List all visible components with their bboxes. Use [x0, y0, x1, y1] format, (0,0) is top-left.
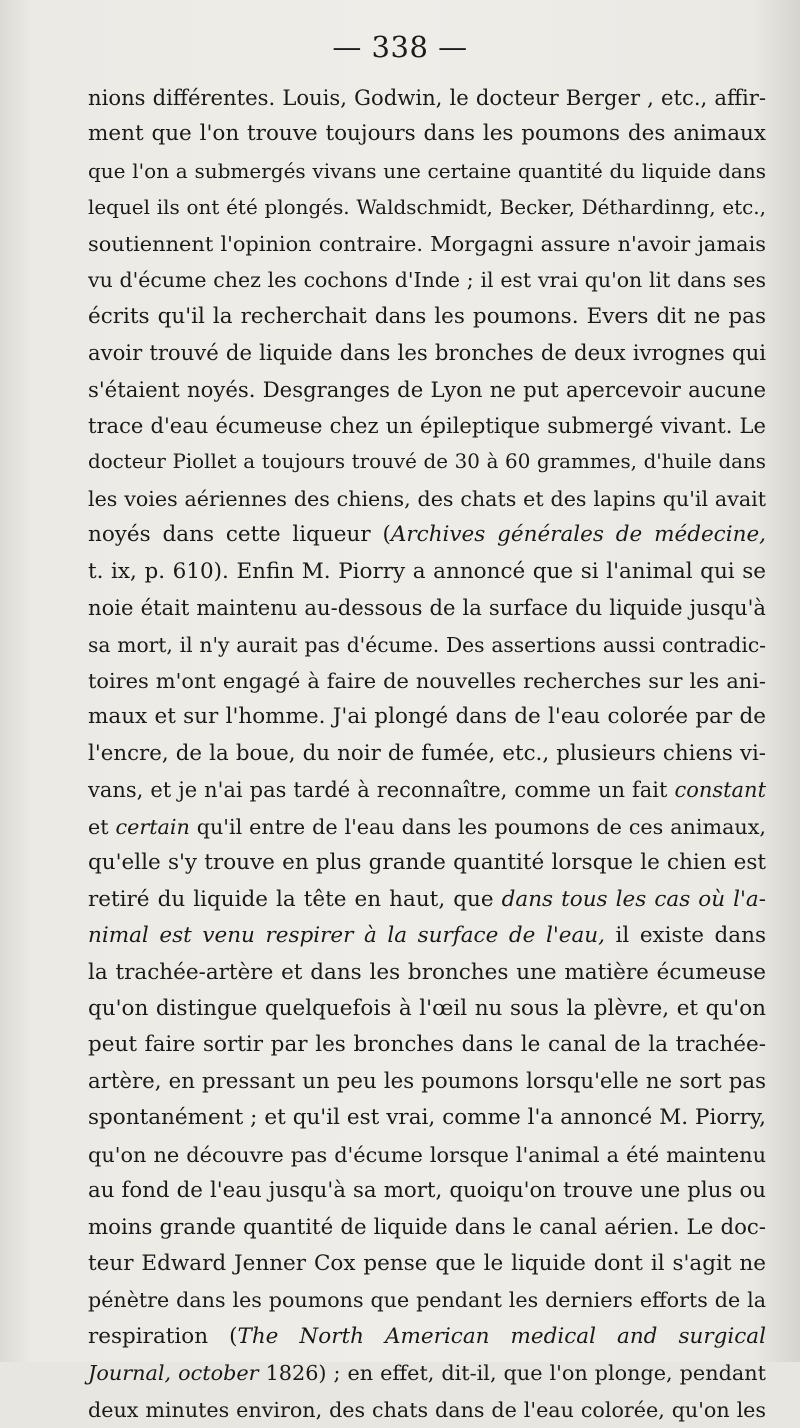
- text-line: [88, 882, 766, 918]
- text-segment: lequel ils ont été plongés. Waldschmidt, Becker, Déthardinng, etc.,: [88, 195, 766, 220]
- italic-text: certain: [115, 814, 190, 839]
- text-line: [88, 226, 766, 262]
- italic-text: dans tous les cas où l'a-: [501, 886, 766, 912]
- text-line: [88, 262, 766, 298]
- text-line: [88, 663, 766, 699]
- text-segment: et: [88, 814, 116, 839]
- text-line: [88, 772, 766, 808]
- text-line: [88, 627, 766, 663]
- text-segment: deux minutes environ, des chats dans de l'eau colorée, qu'on les: [88, 1397, 766, 1422]
- italic-text: Archives générales de médecine,: [390, 522, 766, 548]
- text-segment: noie était maintenu au-dessous de la surface du liquide jusqu'à: [88, 595, 766, 621]
- body-text: [88, 80, 766, 1428]
- text-segment: l'encre, de la boue, du noir de fumée, etc., plusieurs chiens vi-: [88, 740, 766, 766]
- italic-text: constant: [674, 778, 766, 803]
- text-segment: trace d'eau écumeuse chez un épileptique submergé vivant. Le: [88, 412, 766, 438]
- text-line: [88, 1392, 766, 1428]
- text-segment: peut faire sortir par les bronches dans le canal de la trachée-: [88, 1032, 766, 1058]
- text-segment: moins grande quantité de liquide dans le canal aérien. Le doc-: [88, 1214, 766, 1240]
- text-segment: maux et sur l'homme. J'ai plongé dans de l'eau colorée par de: [88, 704, 766, 730]
- text-segment: toires m'ont engagé à faire de nouvelles recherches sur les ani-: [88, 669, 766, 693]
- text-segment: sa mort, il n'y aurait pas d'écume. Des assertions aussi contradic-: [88, 632, 766, 657]
- text-line: [88, 1246, 766, 1282]
- italic-text: Journal, october: [88, 1361, 259, 1386]
- text-line: [88, 1064, 766, 1100]
- text-segment: les voies aériennes des chiens, des chats et des lapins qu'il avait: [88, 486, 766, 511]
- text-segment: vu d'écume chez les cochons d'Inde ; il est vrai qu'on lit dans ses: [88, 268, 766, 293]
- text-segment: respiration (: [88, 1323, 238, 1349]
- text-segment: soutiennent l'opinion contraire. Morgagni assure n'avoir jamais: [88, 231, 766, 256]
- page-number: — 338 —: [332, 30, 468, 64]
- text-line: [88, 1027, 766, 1063]
- text-line: [88, 153, 766, 189]
- text-line: [88, 991, 766, 1027]
- text-segment: au fond de l'eau jusqu'à sa mort, quoiqu'on trouve une plus ou: [88, 1178, 766, 1204]
- text-segment: s'étaient noyés. Desgranges de Lyon ne put apercevoir aucune: [88, 376, 766, 402]
- text-line: [88, 955, 766, 991]
- text-segment: 1826) ; en effet, dit-il, que l'on plonge, pendant: [258, 1361, 766, 1386]
- text-segment: qu'on ne découvre pas d'écume lorsque l'animal a été maintenu: [88, 1142, 766, 1167]
- text-line: [88, 590, 766, 626]
- text-segment: la trachée-artère et dans les bronches une matière écumeuse: [88, 959, 766, 985]
- text-line: [88, 517, 766, 553]
- text-segment: que l'on a submergés vivans une certaine quantité du liquide dans: [88, 158, 766, 183]
- text-line: [88, 809, 766, 845]
- text-line: [88, 189, 766, 225]
- text-segment: écrits qu'il la recherchait dans les poumons. Evers dit ne pas: [88, 303, 766, 329]
- text-segment: pénètre dans les poumons que pendant les derniers efforts de la: [88, 1288, 766, 1313]
- text-line: [88, 1100, 766, 1136]
- text-line: [88, 699, 766, 735]
- text-segment: nions différentes. Louis, Godwin, le docteur Berger , etc., affir-: [88, 85, 766, 110]
- text-segment: ment que l'on trouve toujours dans les poumons des animaux: [88, 121, 766, 147]
- text-line: [88, 335, 766, 371]
- text-line: [88, 1137, 766, 1173]
- text-line: [88, 80, 766, 116]
- text-segment: artère, en pressant un peu les poumons lorsqu'elle ne sort pas: [88, 1068, 766, 1094]
- text-line: [88, 116, 766, 152]
- text-segment: il existe dans: [604, 923, 766, 949]
- text-segment: qu'on distingue quelquefois à l'œil nu sous la plèvre, et qu'on: [88, 995, 766, 1021]
- italic-text: The North American medical and surgical: [237, 1323, 766, 1349]
- text-segment: avoir trouvé de liquide dans les bronches de deux ivrognes qui: [88, 340, 766, 366]
- text-line: [88, 299, 766, 335]
- text-line: [88, 736, 766, 772]
- text-line: [88, 1282, 766, 1318]
- text-line: [88, 1173, 766, 1209]
- text-line: [88, 481, 766, 517]
- text-line: [88, 1319, 766, 1355]
- text-segment: vans, et je n'ai pas tardé à reconnaître, comme un fait: [88, 778, 675, 803]
- italic-text: nimal est venu respirer à la surface de l'eau,: [88, 923, 605, 949]
- text-line: [88, 372, 766, 408]
- text-line: [88, 1210, 766, 1246]
- text-line: [88, 444, 766, 480]
- text-segment: teur Edward Jenner Cox pense que le liquide dont il s'agit ne: [88, 1251, 766, 1276]
- text-line: [88, 554, 766, 590]
- text-line: [88, 1355, 766, 1391]
- text-line: [88, 845, 766, 881]
- text-segment: qu'elle s'y trouve en plus grande quantité lorsque le chien est: [88, 850, 766, 876]
- text-segment: t. ix, p. 610). Enfin M. Piorry a annoncé que si l'animal qui se: [88, 558, 766, 584]
- text-segment: docteur Piollet a toujours trouvé de 30 à 60 grammes, d'huile dans: [88, 450, 766, 474]
- text-line: [88, 408, 766, 444]
- text-segment: qu'il entre de l'eau dans les poumons de ces animaux,: [189, 814, 766, 839]
- text-line: [88, 918, 766, 954]
- text-segment: retiré du liquide la tête en haut, que: [88, 886, 502, 912]
- text-segment: spontanément ; et qu'il est vrai, comme l'a annoncé M. Piorry,: [88, 1105, 766, 1131]
- text-segment: noyés dans cette liqueur (: [88, 522, 391, 548]
